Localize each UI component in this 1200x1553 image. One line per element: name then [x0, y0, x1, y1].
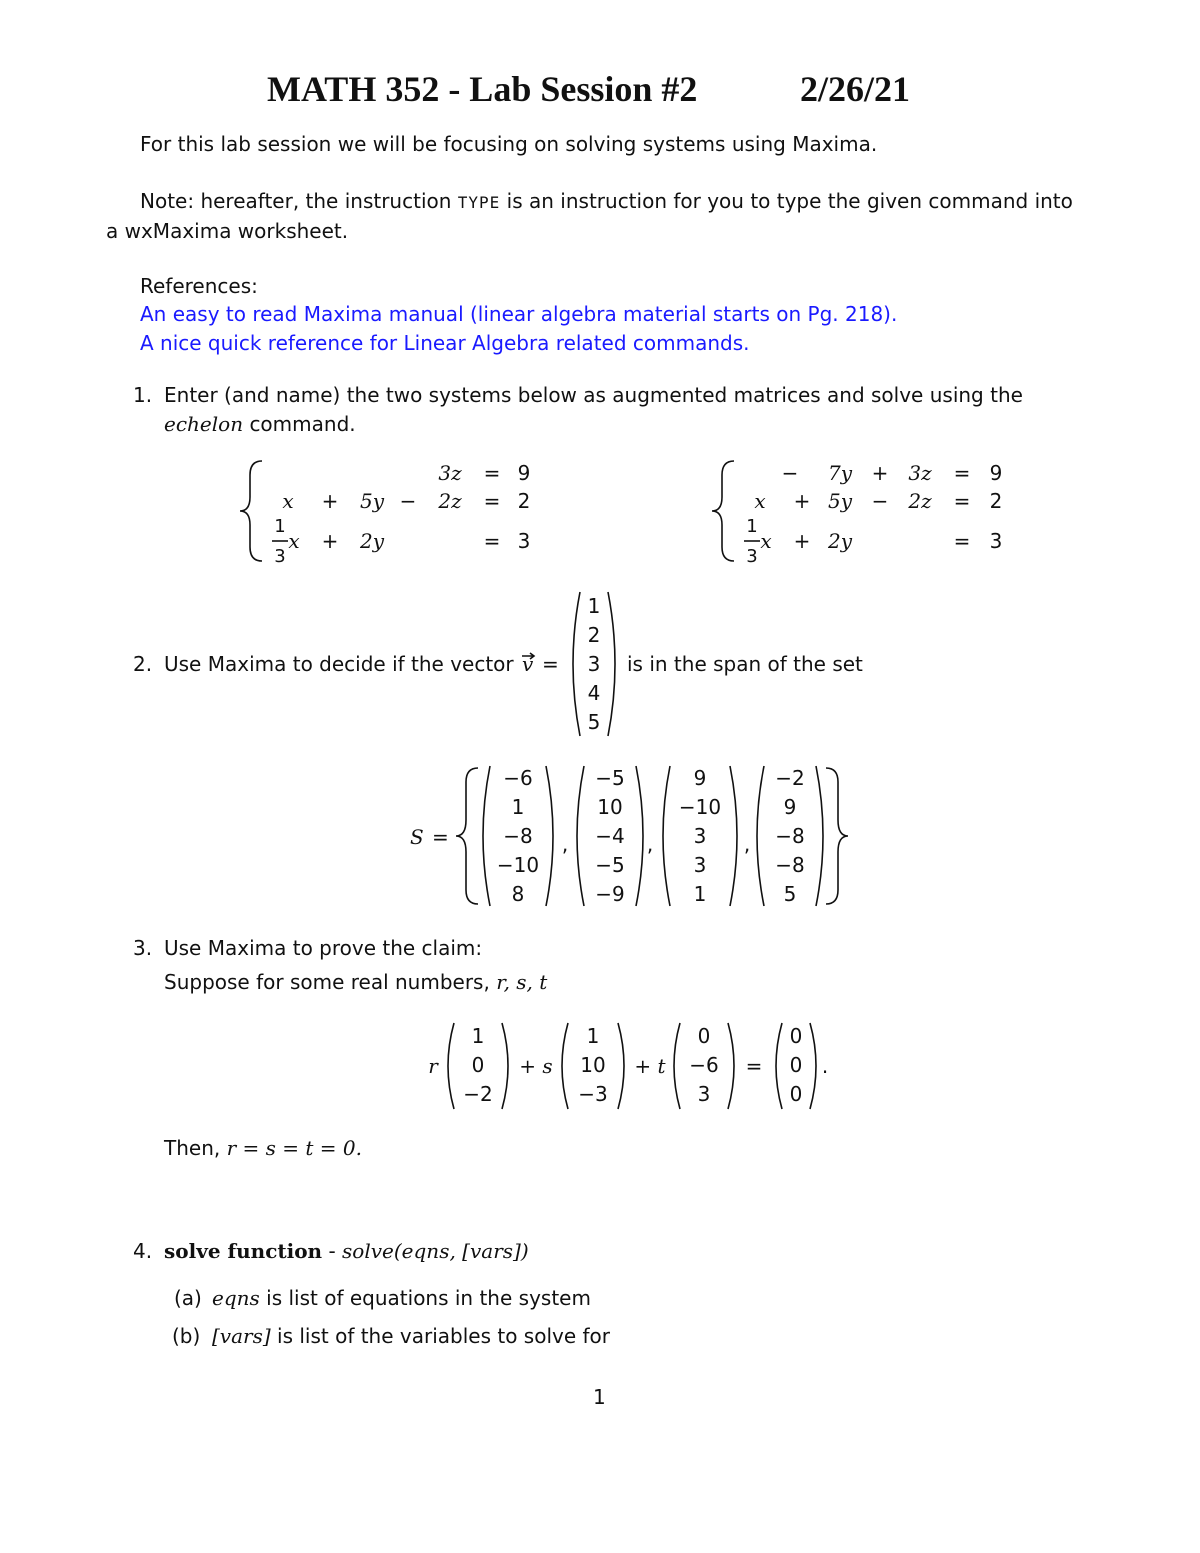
- set-s-v1-entry: −6: [503, 766, 533, 790]
- lc-v2-left-paren: [562, 1023, 568, 1109]
- sys-a-r1-eq: =: [483, 461, 501, 485]
- sys-a-r3-plus: +: [321, 529, 339, 553]
- set-s-v3-entry: 3: [693, 824, 707, 848]
- lc-v2-entry: 10: [580, 1053, 606, 1077]
- q3-vars-list: r, s, t: [496, 970, 548, 994]
- intro-text: For this lab session we will be focusing on solving systems using Maxima.: [140, 132, 878, 156]
- lc-zero-entry: 0: [789, 1053, 803, 1077]
- references-heading: References:: [140, 274, 258, 298]
- system-a-brace: [240, 461, 262, 561]
- lc-equals: =: [745, 1054, 763, 1078]
- page-number: 1: [593, 1385, 606, 1409]
- sys-b-r1-plus: +: [871, 461, 889, 485]
- course-title: MATH 352 - Lab Session #2: [267, 69, 698, 109]
- sys-a-r1-c5: 3z: [438, 461, 462, 485]
- lc-period: .: [821, 1054, 829, 1078]
- sys-b-r1-3z: 3z: [908, 461, 932, 485]
- lc-v3-entry: 0: [697, 1024, 711, 1048]
- set-s-v1-entry: −8: [503, 824, 533, 848]
- set-s-v2-left-paren: [577, 766, 584, 906]
- q4-bold-title: solve function: [164, 1239, 323, 1263]
- set-s-v2-right-paren: [636, 766, 643, 906]
- lc-v3-right-paren: [728, 1023, 734, 1109]
- set-s-v2-entry: −4: [595, 824, 625, 848]
- sys-a-r2-rhs: 2: [517, 489, 531, 513]
- sys-a-frac-den: 3: [274, 546, 286, 567]
- vector-v-left-paren: [573, 592, 580, 736]
- vector-v-entry: 1: [587, 594, 601, 618]
- sys-a-r3-eq: =: [483, 529, 501, 553]
- sys-a-r3-rhs: 3: [517, 529, 531, 553]
- sys-b-r2-5y: 5y: [827, 489, 853, 513]
- lc-v3-left-paren: [674, 1023, 680, 1109]
- set-s-v2-entry: −5: [595, 853, 625, 877]
- sys-b-r2-minus: −: [871, 489, 889, 513]
- vector-v-entry: 2: [587, 623, 601, 647]
- set-s-comma: ,: [561, 832, 569, 856]
- sys-b-r2-2z: 2z: [908, 489, 932, 513]
- set-s-v4-left-paren: [757, 766, 764, 906]
- vector-v-name: v: [522, 652, 534, 676]
- q4-number: 4.: [133, 1239, 153, 1263]
- lc-v1-entry: 0: [471, 1053, 485, 1077]
- set-s-v1-entry: 1: [511, 795, 525, 819]
- lc-v1-left-paren: [448, 1023, 454, 1109]
- sys-b-r3-2y: 2y: [827, 529, 853, 553]
- q3-number: 3.: [133, 936, 153, 960]
- sys-b-r3-eq: =: [953, 529, 971, 553]
- lc-v1-entry: 1: [471, 1024, 485, 1048]
- vector-v-entry: 3: [587, 652, 601, 676]
- set-s-name: S: [410, 825, 424, 849]
- set-s-v4-entry: −8: [775, 824, 805, 848]
- set-s-right-brace: [826, 768, 848, 904]
- set-s-v4-entry: −2: [775, 766, 805, 790]
- set-s-v4-entry: 9: [783, 795, 797, 819]
- lc-zero-right-paren: [810, 1023, 816, 1109]
- sys-b-r2-x: x: [754, 489, 766, 513]
- set-s-comma: ,: [743, 832, 751, 856]
- system-b-brace: [712, 461, 734, 561]
- vector-v-entry: 5: [587, 710, 601, 734]
- set-s-v4-entry: 5: [783, 882, 797, 906]
- sys-a-frac-num: 1: [274, 516, 286, 537]
- maxima-manual-link[interactable]: An easy to read Maxima manual (linear algebra material starts on Pg. 218).: [140, 302, 898, 326]
- sys-a-r2-5y: 5y: [359, 489, 385, 513]
- q3-conclusion-prefix: Then,: [164, 1136, 221, 1160]
- coef-r: r: [428, 1054, 438, 1078]
- sys-b-r3-rhs: 3: [989, 529, 1003, 553]
- q4-item-b-text: is list of the variables to solve for: [277, 1324, 611, 1348]
- lc-v2-entry: −3: [578, 1082, 608, 1106]
- sys-b-r1-rhs: 9: [989, 461, 1003, 485]
- sys-b-r2-eq: =: [953, 489, 971, 513]
- page-date: 2/26/21: [800, 69, 911, 109]
- vector-v-entry: 4: [587, 681, 601, 705]
- sys-a-r2-minus: −: [399, 489, 417, 513]
- type-keyword: TYPE: [457, 193, 501, 212]
- lc-zero-entry: 0: [789, 1024, 803, 1048]
- q4-item-a-text: is list of equations in the system: [266, 1286, 591, 1310]
- note-suffix: is an instruction for you to type the given command into: [506, 189, 1073, 213]
- note-line-2: a wxMaxima worksheet.: [106, 219, 349, 243]
- set-s-v2-entry: −9: [595, 882, 625, 906]
- sys-a-r3-2y: 2y: [359, 529, 385, 553]
- sys-a-r2-plus: +: [321, 489, 339, 513]
- sys-b-r1-7y: 7y: [827, 461, 853, 485]
- set-s-v1-entry: 8: [511, 882, 525, 906]
- set-s-v1-right-paren: [546, 766, 553, 906]
- sys-b-r2-plus: +: [793, 489, 811, 513]
- sys-b-r1-minus: −: [781, 461, 799, 485]
- sys-b-r3-x: x: [760, 529, 772, 553]
- set-s-v3-entry: 9: [693, 766, 707, 790]
- set-s-left-brace: [456, 768, 478, 904]
- vector-v-eq: =: [542, 652, 559, 676]
- set-s-comma: ,: [646, 832, 654, 856]
- sys-a-r2-2z: 2z: [438, 489, 462, 513]
- set-s-v2-entry: −5: [595, 766, 625, 790]
- q4-item-b-label: (b): [172, 1324, 201, 1348]
- q3-line2-text: Suppose for some real numbers,: [164, 970, 490, 994]
- linear-algebra-reference-link[interactable]: A nice quick reference for Linear Algebra related commands.: [140, 331, 750, 355]
- lc-v3-entry: −6: [689, 1053, 719, 1077]
- q1-number: 1.: [133, 383, 153, 407]
- set-s-v3-entry: 3: [693, 853, 707, 877]
- set-s-v4-right-paren: [816, 766, 823, 906]
- sys-b-frac-den: 3: [746, 546, 758, 567]
- lc-v1-right-paren: [502, 1023, 508, 1109]
- lc-zero-entry: 0: [789, 1082, 803, 1106]
- q3-line-1: Use Maxima to prove the claim:: [164, 936, 483, 960]
- vector-arrow-icon: [522, 653, 534, 659]
- coef-t: + t: [634, 1054, 666, 1078]
- q4-dash: -: [322, 1239, 343, 1263]
- sys-a-r3-x: x: [288, 529, 300, 553]
- set-s-v2-entry: 10: [597, 795, 623, 819]
- sys-a-r2-x: x: [282, 489, 294, 513]
- sys-a-r2-eq: =: [483, 489, 501, 513]
- q1-line2-rest: command.: [249, 412, 356, 436]
- q1-text-line-1: Enter (and name) the two systems below as augmented matrices and solve using the: [164, 383, 1023, 407]
- vector-v-right-paren: [608, 592, 615, 736]
- lc-zero-left-paren: [776, 1023, 782, 1109]
- lc-v2-right-paren: [618, 1023, 624, 1109]
- sys-b-r3-plus: +: [793, 529, 811, 553]
- sys-a-r1-rhs: 9: [517, 461, 531, 485]
- sys-b-r2-rhs: 2: [989, 489, 1003, 513]
- coef-s: + s: [519, 1054, 553, 1078]
- set-s-v1-left-paren: [483, 766, 490, 906]
- q2-suffix: is in the span of the set: [627, 652, 863, 676]
- q3-conclusion-math: r = s = t = 0.: [226, 1136, 362, 1160]
- set-s-v3-left-paren: [663, 766, 670, 906]
- set-s-v3-entry: −10: [678, 795, 722, 819]
- set-s-v3-right-paren: [730, 766, 737, 906]
- set-s-eq: =: [432, 825, 449, 849]
- lc-v2-entry: 1: [586, 1024, 600, 1048]
- sys-b-r1-eq: =: [953, 461, 971, 485]
- q4-item-b-term: [vars]: [212, 1324, 271, 1348]
- lc-v1-entry: −2: [463, 1082, 493, 1106]
- lc-v3-entry: 3: [697, 1082, 711, 1106]
- q2-number: 2.: [133, 652, 153, 676]
- set-s-v4-entry: −8: [775, 853, 805, 877]
- sys-b-frac-num: 1: [746, 516, 758, 537]
- set-s-v1-entry: −10: [496, 853, 540, 877]
- q4-item-a-label: (a): [174, 1286, 202, 1310]
- set-s-v3-entry: 1: [693, 882, 707, 906]
- note-prefix: Note: hereafter, the instruction: [140, 189, 452, 213]
- q2-prefix: Use Maxima to decide if the vector: [164, 652, 514, 676]
- q4-signature: solve(eqns, [vars]): [342, 1239, 529, 1263]
- echelon-command: echelon: [164, 412, 244, 436]
- q4-item-a-term: eqns: [212, 1286, 260, 1310]
